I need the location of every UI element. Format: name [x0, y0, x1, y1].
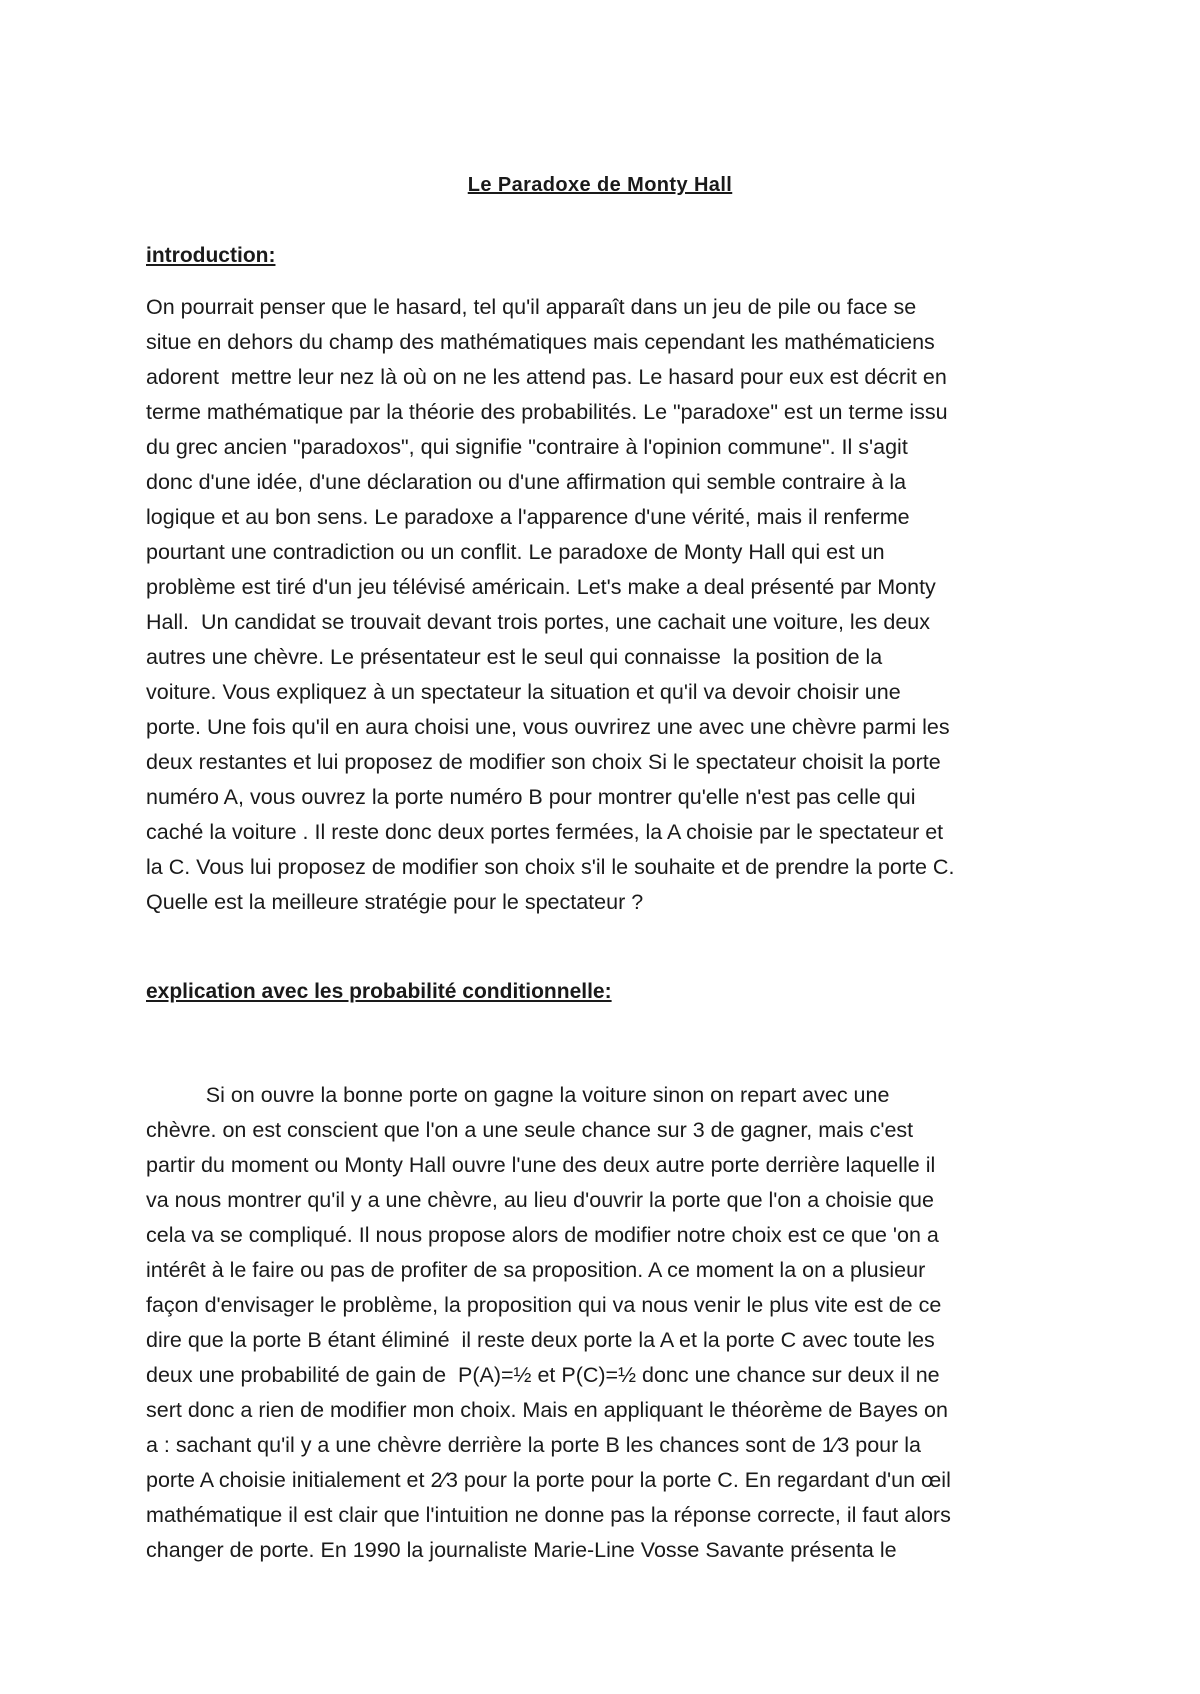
text-line: Si on ouvre la bonne porte on gagne la voiture sinon on repart avec une — [146, 1083, 890, 1107]
section-heading-explication: explication avec les probabilité conditionnelle: — [146, 980, 612, 1003]
text-line: deux une probabilité de gain de P(A)=½ et P(C)=½ donc une chance sur deux il ne — [146, 1363, 940, 1387]
page-title: Le Paradoxe de Monty Hall — [467, 174, 733, 196]
text-line: intérêt à le faire ou pas de profiter de sa proposition. A ce moment la on a plusieur — [146, 1258, 926, 1282]
text-line: Quelle est la meilleure stratégie pour le spectateur ? — [146, 890, 644, 914]
text-line: partir du moment ou Monty Hall ouvre l'une des deux autre porte derrière laquelle il — [146, 1153, 936, 1177]
explication-paragraph — [146, 1078, 1076, 1568]
text-line: porte A choisie initialement et 2⁄3 pour la porte pour la porte C. En regardant d'un œil — [146, 1468, 951, 1492]
text-line: terme mathématique par la théorie des probabilités. Le "paradoxe" est un terme issu — [146, 400, 948, 424]
text-line: cela va se compliqué. Il nous propose alors de modifier notre choix est ce que 'on a — [146, 1223, 939, 1247]
text-line: numéro A, vous ouvrez la porte numéro B pour montrer qu'elle n'est pas celle qui — [146, 785, 916, 809]
text-line: changer de porte. En 1990 la journaliste Marie-Line Vosse Savante présenta le — [146, 1538, 897, 1562]
text-line: la C. Vous lui proposez de modifier son choix s'il le souhaite et de prendre la porte C. — [146, 855, 955, 879]
text-line: donc d'une idée, d'une déclaration ou d'une affirmation qui semble contraire à la — [146, 470, 907, 494]
text-line: deux restantes et lui proposez de modifier son choix Si le spectateur choisit la porte — [146, 750, 941, 774]
section-heading-introduction: introduction: — [146, 244, 276, 267]
text-line: problème est tiré d'un jeu télévisé américain. Let's make a deal présenté par Monty — [146, 575, 936, 599]
text-line: Hall. Un candidat se trouvait devant trois portes, une cachait une voiture, les deux — [146, 610, 930, 634]
text-line: mathématique il est clair que l'intuition ne donne pas la réponse correcte, il faut alors — [146, 1503, 951, 1527]
text-line: situe en dehors du champ des mathématiques mais cependant les mathématiciens — [146, 330, 935, 354]
text-line: voiture. Vous expliquez à un spectateur la situation et qu'il va devoir choisir une — [146, 680, 901, 704]
introduction-paragraph — [146, 290, 1076, 920]
text-line: caché la voiture . Il reste donc deux portes fermées, la A choisie par le spectateur et — [146, 820, 944, 844]
text-line: chèvre. on est conscient que l'on a une seule chance sur 3 de gagner, mais c'est — [146, 1118, 914, 1142]
text-line: adorent mettre leur nez là où on ne les attend pas. Le hasard pour eux est décrit en — [146, 365, 947, 389]
text-line: a : sachant qu'il y a une chèvre derrière la porte B les chances sont de 1⁄3 pour la — [146, 1433, 921, 1457]
text-line: porte. Une fois qu'il en aura choisi une, vous ouvrirez une avec une chèvre parmi les — [146, 715, 950, 739]
text-line: dire que la porte B étant éliminé il reste deux porte la A et la porte C avec toute les — [146, 1328, 935, 1352]
text-line: du grec ancien "paradoxos", qui signifie "contraire à l'opinion commune". Il s'agit — [146, 435, 908, 459]
text-line: autres une chèvre. Le présentateur est le seul qui connaisse la position de la — [146, 645, 883, 669]
text-line: façon d'envisager le problème, la proposition qui va nous venir le plus vite est de ce — [146, 1293, 942, 1317]
text-line: sert donc a rien de modifier mon choix. Mais en appliquant le théorème de Bayes on — [146, 1398, 948, 1422]
text-line: pourtant une contradiction ou un conflit. Le paradoxe de Monty Hall qui est un — [146, 540, 885, 564]
text-line: logique et au bon sens. Le paradoxe a l'apparence d'une vérité, mais il renferme — [146, 505, 910, 529]
text-line: On pourrait penser que le hasard, tel qu'il apparaît dans un jeu de pile ou face se — [146, 295, 917, 319]
text-line: va nous montrer qu'il y a une chèvre, au lieu d'ouvrir la porte que l'on a choisie que — [146, 1188, 934, 1212]
